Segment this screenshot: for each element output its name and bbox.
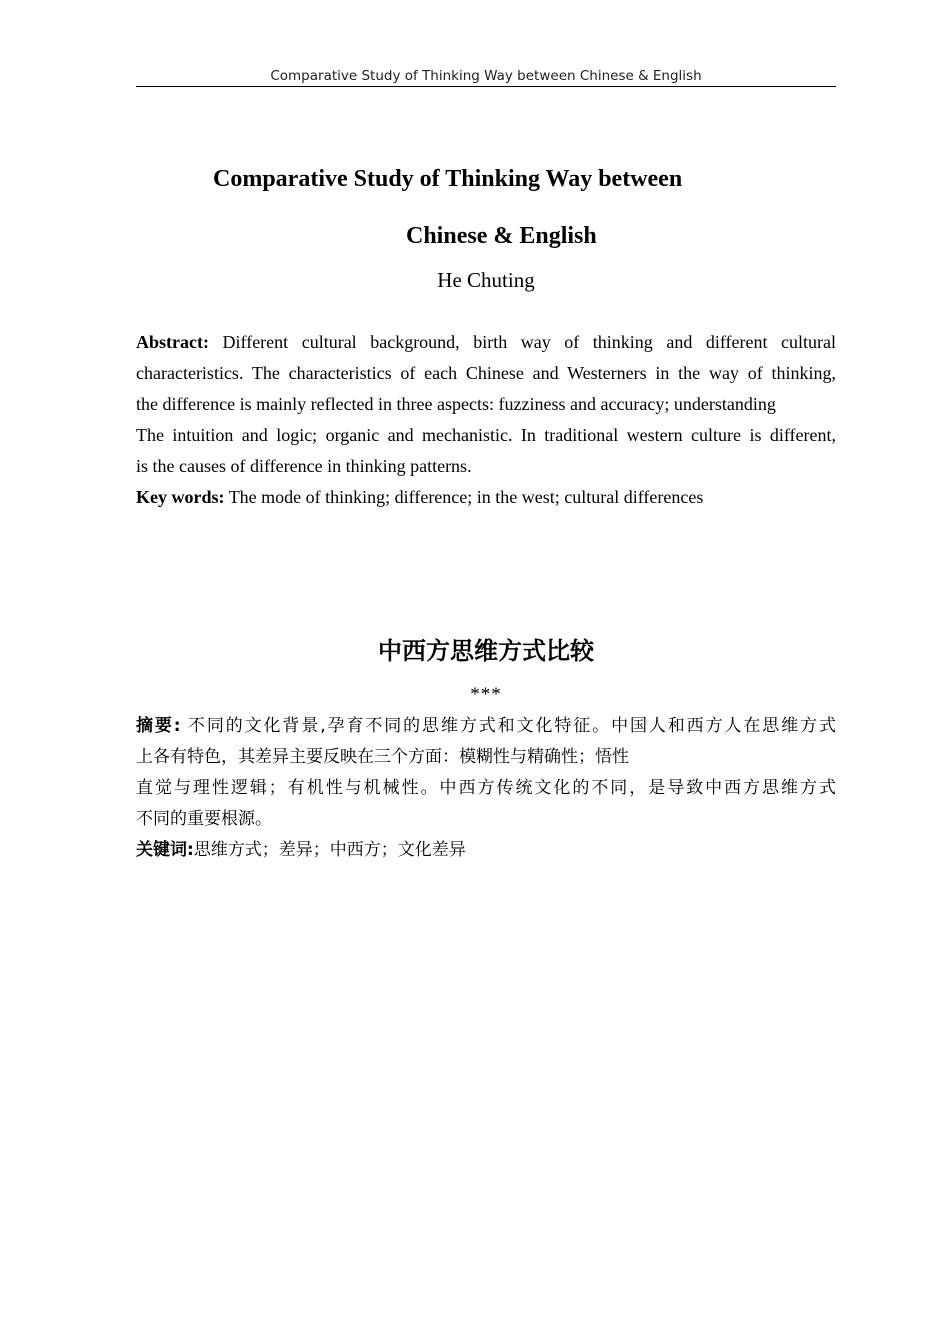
chinese-title: 中西方思维方式比较 [378, 637, 594, 665]
cn-keywords-line [136, 835, 836, 866]
chinese-author-placeholder: *** [470, 684, 502, 705]
cn-abstract-line-1 [136, 711, 836, 742]
abstract-label: Abstract: [136, 332, 209, 352]
abstract-line-1 [136, 327, 836, 358]
paper-title-line-2: Chinese & English [406, 223, 597, 249]
abstract-line-4: The intuition and logic; organic and mechanistic. In traditional western culture is different, [136, 425, 836, 445]
chinese-abstract [136, 711, 836, 866]
cn-abstract-line-2: 上各有特色，其差异主要反映在三个方面：模糊性与精确性；悟性 [136, 747, 629, 767]
abstract-line-2: characteristics. The characteristics of each Chinese and Westerners in the way of thinking, [136, 363, 836, 383]
cn-abstract-line-4: 不同的重要根源。 [136, 809, 272, 829]
cn-abstract-line-1-text: 不同的文化背景,孕育不同的思维方式和文化特征。中国人和西方人在思维方式 [187, 716, 836, 736]
cn-abstract-line-3: 直觉与理性逻辑；有机性与机械性。中西方传统文化的不同，是导致中西方思维方式 [136, 778, 836, 798]
keywords-text: The mode of thinking; difference; in the west; cultural differences [228, 487, 704, 507]
keywords-label: Key words: [136, 487, 225, 507]
abstract-line-3: the difference is mainly reflected in three aspects: fuzziness and accuracy; understanding [136, 394, 776, 414]
cn-keywords-label: 关键词: [136, 840, 194, 860]
author-name: He Chuting [437, 268, 535, 292]
cn-keywords-text: 思维方式；差异；中西方；文化差异 [193, 840, 466, 860]
abstract-line-1-text: Different cultural background, birth way of thinking and different cultural [222, 332, 837, 352]
english-abstract [136, 327, 836, 513]
keywords-line [136, 482, 836, 513]
cn-abstract-label: 摘要: [136, 716, 181, 736]
abstract-line-5: is the causes of difference in thinking patterns. [136, 456, 472, 476]
paper-title-line-1: Comparative Study of Thinking Way between [213, 166, 683, 192]
running-header: Comparative Study of Thinking Way between Chinese & English [136, 66, 836, 87]
